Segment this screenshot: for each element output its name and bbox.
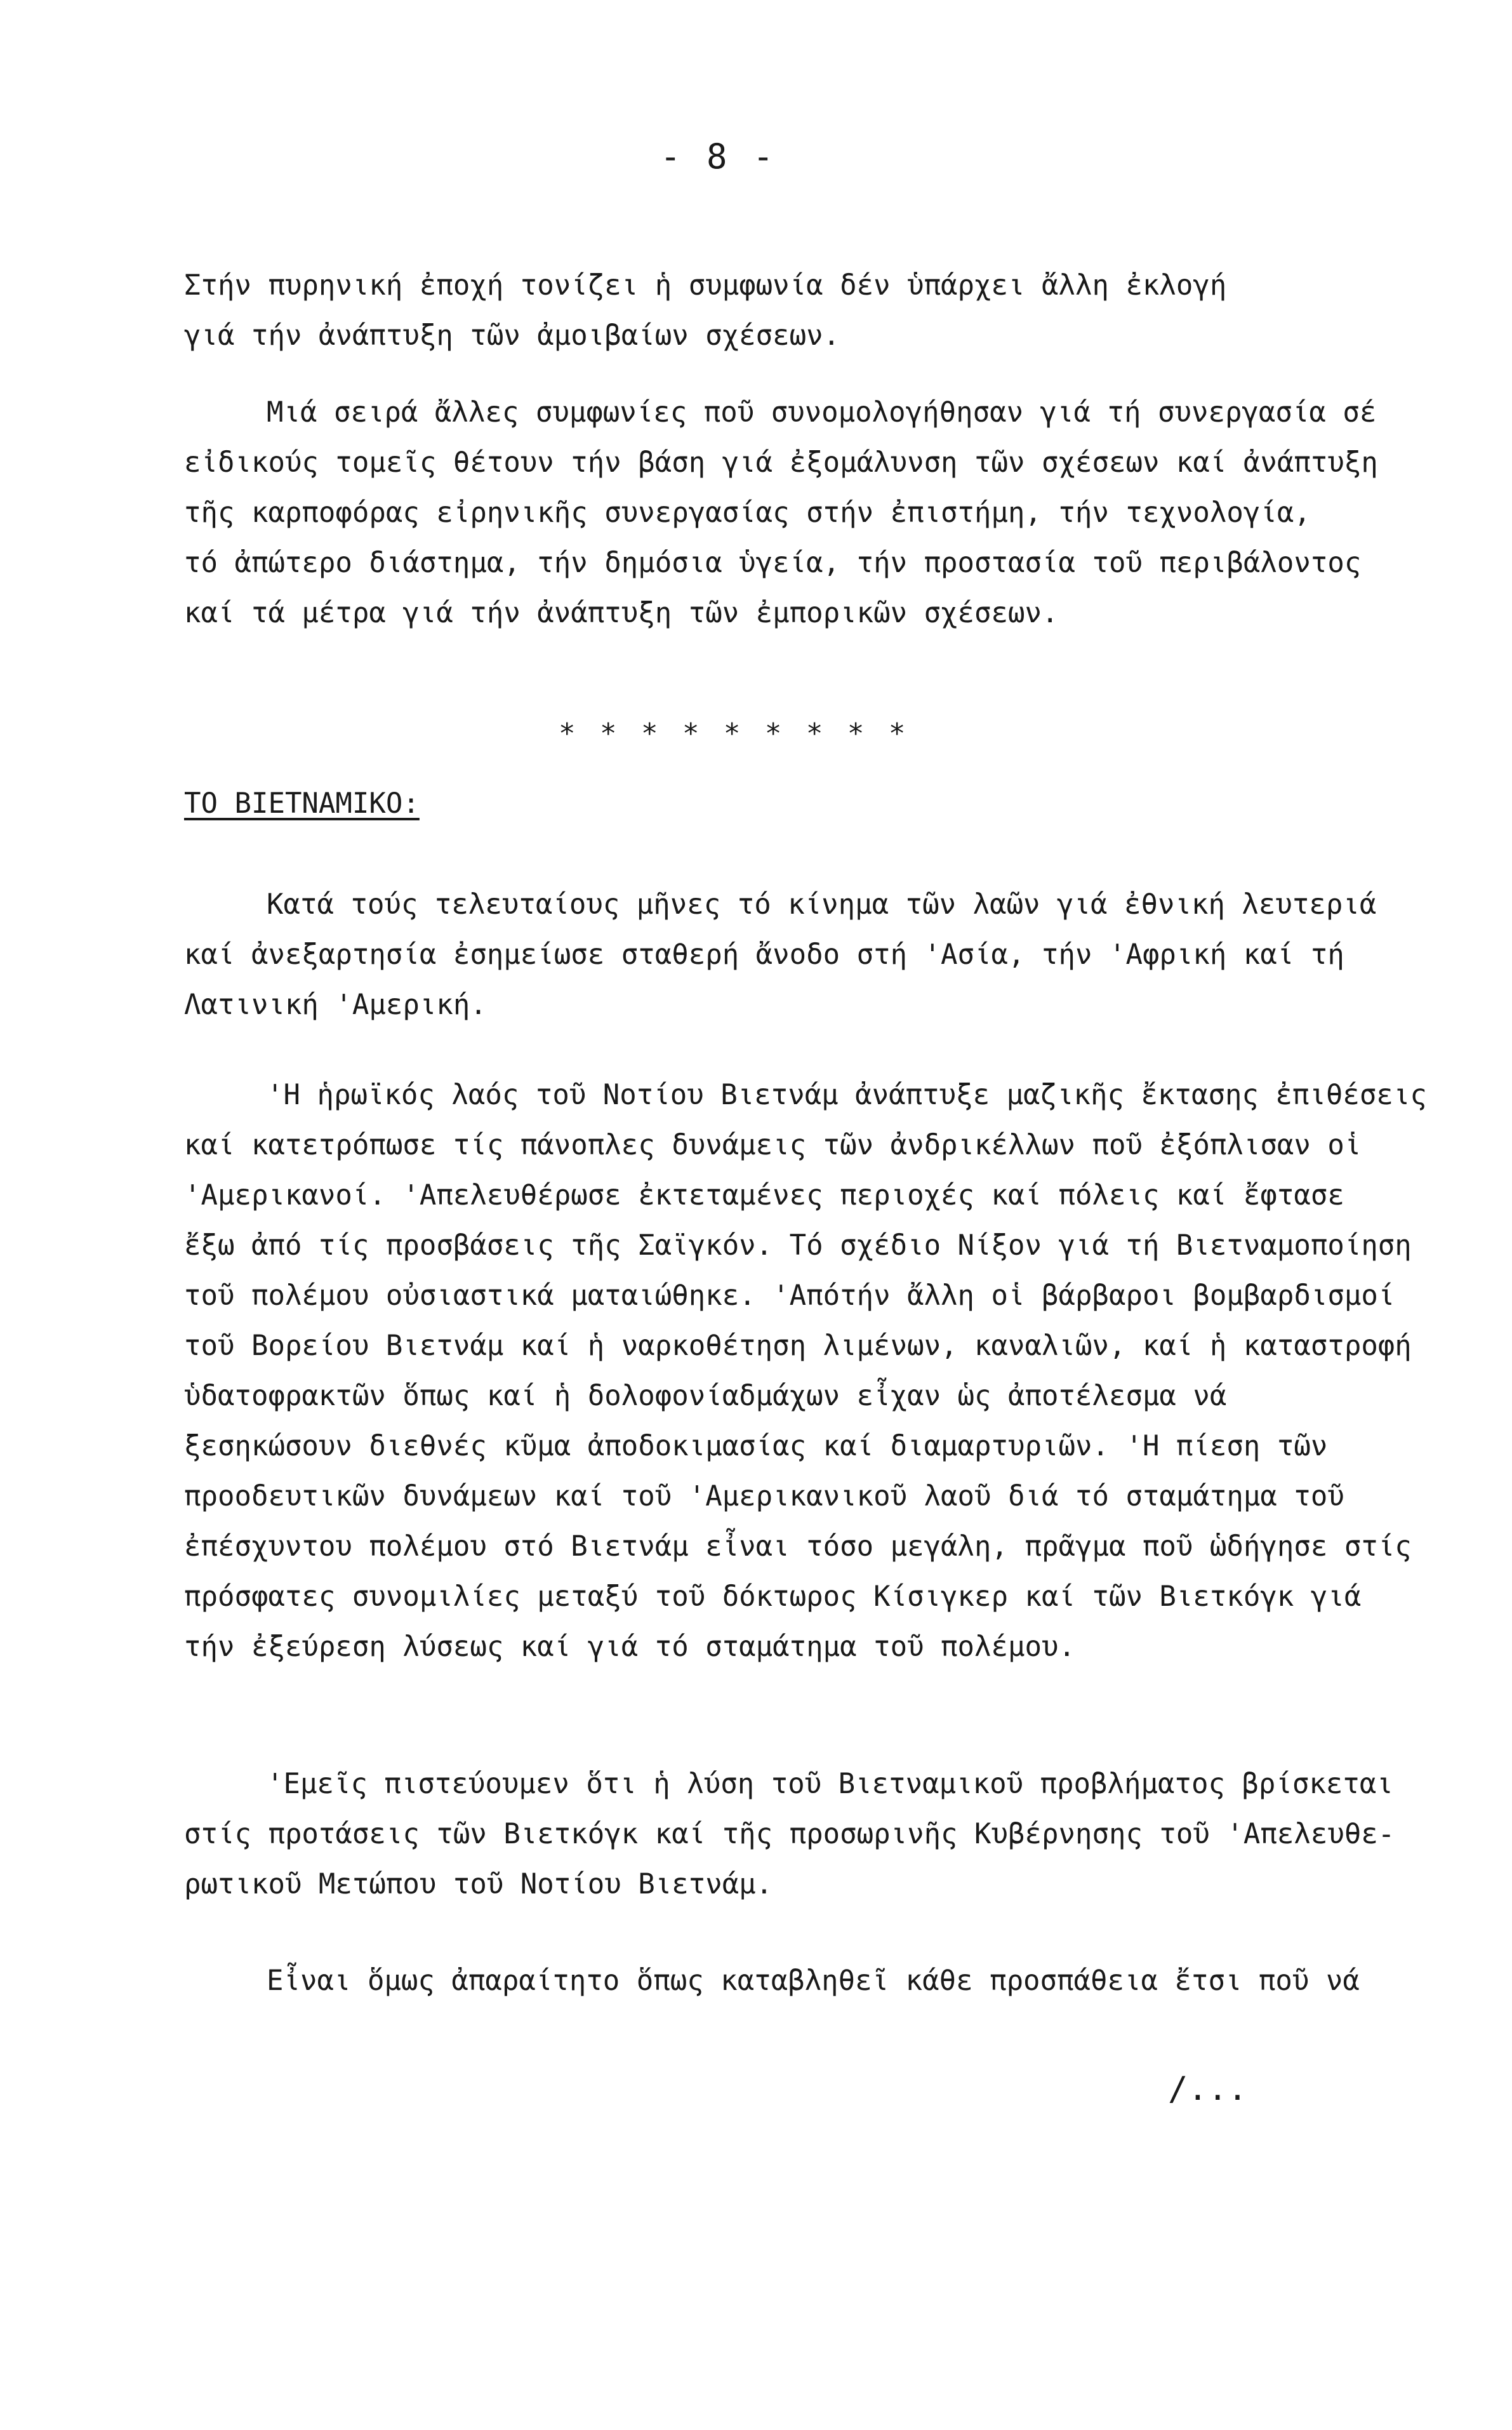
text-line: Εἶναι ὅμως ἀπαραίτητο ὅπως καταβληθεῖ κάθε προσπάθεια ἔτσι ποῦ νά	[267, 1965, 1360, 1997]
text-line: 'Εμεῖς πιστεύουμεν ὅτι ἡ λύση τοῦ Βιετναμικοῦ προβλήματος βρίσκεται	[267, 1768, 1393, 1800]
text-line: 'Αμερικανοί. 'Απελευθέρωσε ἐκτεταμένες περιοχές καί πόλεις καί ἔφτασε	[184, 1179, 1344, 1212]
intro-paragraph	[184, 260, 1390, 361]
text-line: προοδευτικῶν δυνάμεων καί τοῦ 'Αμερικανικοῦ λαοῦ διά τό σταμάτημα τοῦ	[184, 1480, 1344, 1512]
text-line: ἔξω ἀπό τίς προσβάσεις τῆς Σαϊγκόν. Τό σχέδιο Νίξον γιά τή Βιετναμοποίηση	[184, 1229, 1412, 1262]
text-line: καί ἀνεξαρτησία ἐσημείωσε σταθερή ἄνοδο στή 'Ασία, τήν 'Αφρική καί τή	[184, 938, 1344, 971]
text-line: 'Η ἡρωϊκός λαός τοῦ Νοτίου Βιετνάμ ἀνάπτυξε μαζικῆς ἔκτασης ἐπιθέσεις	[267, 1079, 1427, 1111]
text-line: στίς προτάσεις τῶν Βιετκόγκ καί τῆς προσωρινῆς Κυβέρνησης τοῦ 'Απελευθε-	[184, 1818, 1395, 1850]
section-heading: ΤΟ ΒΙΕΤΝΑΜΙΚΟ:	[184, 787, 420, 820]
text-line: ξεσηκώσουν διεθνές κῦμα ἀποδοκιμασίας καί διαμαρτυριῶν. 'Η πίεση τῶν	[184, 1430, 1328, 1462]
page-number: - 8 -	[660, 137, 776, 177]
text-line: τό ἀπώτερο διάστημα, τήν δημόσια ὑγεία, τήν προστασία τοῦ περιβάλοντος	[184, 547, 1362, 579]
text-line: τοῦ πολέμου οὐσιαστικά ματαιώθηκε. 'Απότήν ἄλλη οἱ βάρβαροι βομβαρδισμοί	[184, 1279, 1395, 1312]
text-line: τήν ἐξεύρεση λύσεως καί γιά τό σταμάτημα τοῦ πολέμου.	[184, 1631, 1075, 1663]
belief-paragraph	[184, 1759, 1395, 1909]
text-line: πρόσφατες συνομιλίες μεταξύ τοῦ δόκτωρος Κίσιγκερ καί τῶν Βιετκόγκ γιά	[184, 1580, 1362, 1613]
text-line: γιά τήν ἀνάπτυξη τῶν ἀμοιβαίων σχέσεων.	[184, 319, 840, 352]
vietnam-intro-paragraph	[184, 879, 1390, 1030]
vietnam-main-paragraph	[184, 1070, 1427, 1672]
text-line: Κατά τούς τελευταίους μῆνες τό κίνημα τῶν λαῶν γιά ἐθνική λευτεριά	[267, 888, 1377, 921]
text-line: τῆς καρποφόρας εἰρηνικῆς συνεργασίας στήν ἐπιστήμη, τήν τεχνολογία,	[184, 497, 1311, 529]
text-line: εἰδικούς τομεῖς θέτουν τήν βάση γιά ἐξομάλυνση τῶν σχέσεων καί ἀνάπτυξη	[184, 446, 1378, 479]
closing-paragraph	[184, 1956, 1390, 2006]
text-line: ἐπέσχυντου πολέμου στό Βιετνάμ εἶναι τόσο μεγάλη, πρᾶγμα ποῦ ὡδήγησε στίς	[184, 1530, 1412, 1563]
text-line: Λατινική 'Αμερική.	[184, 989, 487, 1021]
section-separator: * * * * * * * * *	[559, 718, 910, 750]
text-line: Στήν πυρηνική ἐποχή τονίζει ἡ συμφωνία δέν ὑπάρχει ἄλλη ἐκλογή	[184, 269, 1227, 302]
text-line: ρωτικοῦ Μετώπου τοῦ Νοτίου Βιετνάμ.	[184, 1868, 773, 1900]
text-line: Μιά σειρά ἄλλες συμφωνίες ποῦ συνομολογήθησαν γιά τή συνεργασία σέ	[267, 396, 1377, 429]
text-line: καί κατετρόπωσε τίς πάνοπλες δυνάμεις τῶν ἀνδρικέλλων ποῦ ἐξόπλισαν οἱ	[184, 1129, 1362, 1161]
continuation-mark: /...	[1168, 2070, 1248, 2108]
text-line: τοῦ Βορείου Βιετνάμ καί ἡ ναρκοθέτηση λιμένων, καναλιῶν, καί ἡ καταστροφή	[184, 1330, 1412, 1362]
text-line: ὑδατοφρακτῶν ὅπως καί ἡ δολοφονίαδμάχων εἶχαν ὡς ἀποτέλεσμα νά	[184, 1380, 1227, 1412]
text-line: καί τά μέτρα γιά τήν ἀνάπτυξη τῶν ἐμπορικῶν σχέσεων.	[184, 597, 1059, 629]
agreements-paragraph	[184, 387, 1390, 638]
